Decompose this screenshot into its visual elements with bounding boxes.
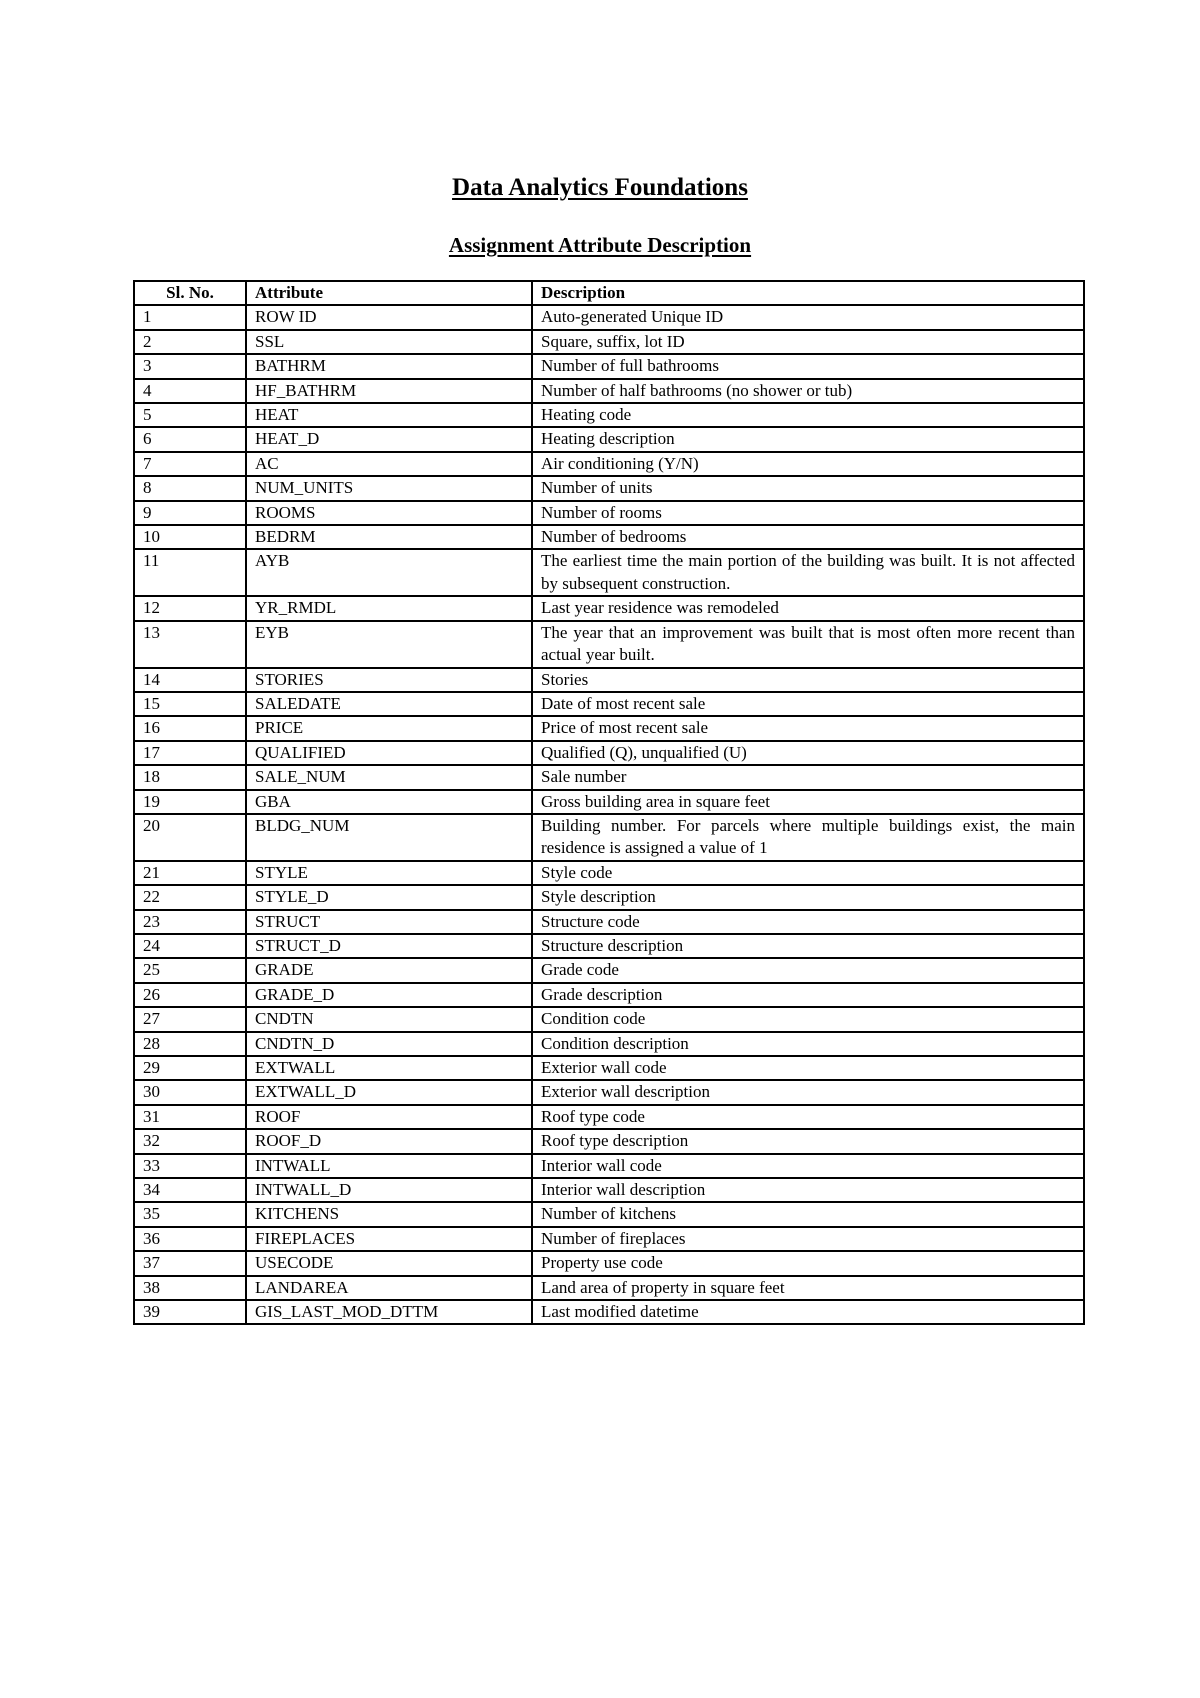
table-row — [134, 1276, 1084, 1300]
cell-attribute: CNDTN_D — [246, 1032, 532, 1056]
cell-description: Sale number — [532, 765, 1084, 789]
cell-attribute: INTWALL_D — [246, 1178, 532, 1202]
cell-description: Heating code — [532, 403, 1084, 427]
cell-sl-no: 19 — [134, 790, 246, 814]
cell-sl-no: 9 — [134, 501, 246, 525]
cell-description: Exterior wall description — [532, 1080, 1084, 1104]
table-row — [134, 379, 1084, 403]
table-row — [134, 958, 1084, 982]
table-row — [134, 741, 1084, 765]
cell-sl-no: 26 — [134, 983, 246, 1007]
cell-sl-no: 38 — [134, 1276, 246, 1300]
table-row — [134, 790, 1084, 814]
cell-description: Gross building area in square feet — [532, 790, 1084, 814]
table-row — [134, 305, 1084, 329]
cell-sl-no: 14 — [134, 668, 246, 692]
cell-attribute: GIS_LAST_MOD_DTTM — [246, 1300, 532, 1324]
cell-sl-no: 33 — [134, 1154, 246, 1178]
cell-description: The year that an improvement was built that is most often more recent than actual year built. — [532, 621, 1084, 668]
cell-description: Style code — [532, 861, 1084, 885]
cell-attribute: INTWALL — [246, 1154, 532, 1178]
table-row — [134, 1032, 1084, 1056]
cell-description: Last year residence was remodeled — [532, 596, 1084, 620]
cell-attribute: STORIES — [246, 668, 532, 692]
cell-description: Number of bedrooms — [532, 525, 1084, 549]
cell-attribute: PRICE — [246, 716, 532, 740]
cell-sl-no: 31 — [134, 1105, 246, 1129]
cell-sl-no: 37 — [134, 1251, 246, 1275]
cell-sl-no: 29 — [134, 1056, 246, 1080]
cell-sl-no: 6 — [134, 427, 246, 451]
cell-description: Square, suffix, lot ID — [532, 330, 1084, 354]
cell-description: Number of fireplaces — [532, 1227, 1084, 1251]
cell-sl-no: 25 — [134, 958, 246, 982]
cell-sl-no: 17 — [134, 741, 246, 765]
table-row — [134, 621, 1084, 668]
cell-attribute: GRADE_D — [246, 983, 532, 1007]
table-row — [134, 1105, 1084, 1129]
cell-attribute: USECODE — [246, 1251, 532, 1275]
cell-sl-no: 35 — [134, 1202, 246, 1226]
table-row — [134, 1007, 1084, 1031]
table-row — [134, 814, 1084, 861]
cell-description: Date of most recent sale — [532, 692, 1084, 716]
cell-attribute: KITCHENS — [246, 1202, 532, 1226]
table-row — [134, 330, 1084, 354]
cell-description: Structure code — [532, 910, 1084, 934]
cell-description: Number of rooms — [532, 501, 1084, 525]
cell-sl-no: 15 — [134, 692, 246, 716]
table-row — [134, 861, 1084, 885]
cell-description: Structure description — [532, 934, 1084, 958]
table-row — [134, 983, 1084, 1007]
table-row — [134, 934, 1084, 958]
cell-attribute: SSL — [246, 330, 532, 354]
cell-description: Number of kitchens — [532, 1202, 1084, 1226]
cell-sl-no: 36 — [134, 1227, 246, 1251]
cell-attribute: BLDG_NUM — [246, 814, 532, 861]
cell-sl-no: 16 — [134, 716, 246, 740]
cell-sl-no: 30 — [134, 1080, 246, 1104]
cell-attribute: GRADE — [246, 958, 532, 982]
cell-attribute: CNDTN — [246, 1007, 532, 1031]
cell-attribute: QUALIFIED — [246, 741, 532, 765]
cell-sl-no: 4 — [134, 379, 246, 403]
cell-attribute: HF_BATHRM — [246, 379, 532, 403]
cell-sl-no: 10 — [134, 525, 246, 549]
cell-sl-no: 5 — [134, 403, 246, 427]
cell-attribute: STYLE — [246, 861, 532, 885]
cell-sl-no: 21 — [134, 861, 246, 885]
document-title: Data Analytics Foundations — [452, 174, 748, 201]
cell-attribute: HEAT — [246, 403, 532, 427]
cell-sl-no: 34 — [134, 1178, 246, 1202]
cell-attribute: STRUCT — [246, 910, 532, 934]
table-row — [134, 525, 1084, 549]
cell-description: Auto-generated Unique ID — [532, 305, 1084, 329]
cell-sl-no: 11 — [134, 549, 246, 596]
table-row — [134, 692, 1084, 716]
table-row — [134, 427, 1084, 451]
cell-attribute: ROW ID — [246, 305, 532, 329]
header-attribute: Attribute — [246, 281, 532, 305]
cell-sl-no: 3 — [134, 354, 246, 378]
cell-sl-no: 18 — [134, 765, 246, 789]
cell-attribute: EXTWALL — [246, 1056, 532, 1080]
table-row — [134, 1154, 1084, 1178]
cell-attribute: NUM_UNITS — [246, 476, 532, 500]
cell-attribute: BEDRM — [246, 525, 532, 549]
cell-attribute: SALE_NUM — [246, 765, 532, 789]
cell-description: Stories — [532, 668, 1084, 692]
table-row — [134, 1251, 1084, 1275]
table-row — [134, 1056, 1084, 1080]
cell-attribute: AYB — [246, 549, 532, 596]
cell-sl-no: 8 — [134, 476, 246, 500]
table-row — [134, 668, 1084, 692]
cell-attribute: HEAT_D — [246, 427, 532, 451]
header-description: Description — [532, 281, 1084, 305]
table-row — [134, 501, 1084, 525]
attribute-table — [133, 280, 1085, 1325]
cell-sl-no: 20 — [134, 814, 246, 861]
cell-sl-no: 32 — [134, 1129, 246, 1153]
cell-description: Grade code — [532, 958, 1084, 982]
cell-sl-no: 12 — [134, 596, 246, 620]
table-row — [134, 549, 1084, 596]
table-row — [134, 354, 1084, 378]
cell-description: Style description — [532, 885, 1084, 909]
table-row — [134, 1202, 1084, 1226]
cell-attribute: AC — [246, 452, 532, 476]
cell-attribute: ROOMS — [246, 501, 532, 525]
table-row — [134, 1227, 1084, 1251]
cell-description: Price of most recent sale — [532, 716, 1084, 740]
cell-description: Condition code — [532, 1007, 1084, 1031]
cell-description: Interior wall description — [532, 1178, 1084, 1202]
cell-sl-no: 1 — [134, 305, 246, 329]
cell-sl-no: 24 — [134, 934, 246, 958]
cell-description: Land area of property in square feet — [532, 1276, 1084, 1300]
table-body — [134, 305, 1084, 1324]
cell-attribute: FIREPLACES — [246, 1227, 532, 1251]
cell-attribute: YR_RMDL — [246, 596, 532, 620]
cell-attribute: STYLE_D — [246, 885, 532, 909]
cell-description: Number of half bathrooms (no shower or tub) — [532, 379, 1084, 403]
header-sl-no: Sl. No. — [134, 281, 246, 305]
cell-sl-no: 7 — [134, 452, 246, 476]
table-row — [134, 1080, 1084, 1104]
cell-attribute: EYB — [246, 621, 532, 668]
cell-description: Last modified datetime — [532, 1300, 1084, 1324]
cell-attribute: SALEDATE — [246, 692, 532, 716]
cell-description: Condition description — [532, 1032, 1084, 1056]
table-row — [134, 452, 1084, 476]
table-row — [134, 765, 1084, 789]
cell-attribute: BATHRM — [246, 354, 532, 378]
cell-sl-no: 22 — [134, 885, 246, 909]
cell-description: Roof type code — [532, 1105, 1084, 1129]
cell-description: The earliest time the main portion of the building was built. It is not affected by subsequent construction. — [532, 549, 1084, 596]
cell-attribute: GBA — [246, 790, 532, 814]
cell-attribute: STRUCT_D — [246, 934, 532, 958]
cell-description: Exterior wall code — [532, 1056, 1084, 1080]
cell-sl-no: 2 — [134, 330, 246, 354]
cell-attribute: EXTWALL_D — [246, 1080, 532, 1104]
cell-sl-no: 28 — [134, 1032, 246, 1056]
cell-description: Interior wall code — [532, 1154, 1084, 1178]
cell-sl-no: 13 — [134, 621, 246, 668]
cell-description: Heating description — [532, 427, 1084, 451]
cell-attribute: ROOF — [246, 1105, 532, 1129]
cell-description: Roof type description — [532, 1129, 1084, 1153]
table-row — [134, 1129, 1084, 1153]
cell-description: Grade description — [532, 983, 1084, 1007]
table-row — [134, 476, 1084, 500]
cell-sl-no: 23 — [134, 910, 246, 934]
cell-description: Air conditioning (Y/N) — [532, 452, 1084, 476]
cell-description: Building number. For parcels where multiple buildings exist, the main residence is assigned a value of 1 — [532, 814, 1084, 861]
cell-sl-no: 27 — [134, 1007, 246, 1031]
cell-description: Number of units — [532, 476, 1084, 500]
cell-description: Property use code — [532, 1251, 1084, 1275]
table-row — [134, 596, 1084, 620]
table-row — [134, 403, 1084, 427]
cell-attribute: LANDAREA — [246, 1276, 532, 1300]
table-row — [134, 716, 1084, 740]
cell-description: Number of full bathrooms — [532, 354, 1084, 378]
document-subtitle: Assignment Attribute Description — [448, 233, 752, 257]
table-row — [134, 910, 1084, 934]
table-header-row — [134, 281, 1084, 305]
cell-attribute: ROOF_D — [246, 1129, 532, 1153]
table-row — [134, 1300, 1084, 1324]
cell-description: Qualified (Q), unqualified (U) — [532, 741, 1084, 765]
cell-sl-no: 39 — [134, 1300, 246, 1324]
table-row — [134, 1178, 1084, 1202]
table-row — [134, 885, 1084, 909]
